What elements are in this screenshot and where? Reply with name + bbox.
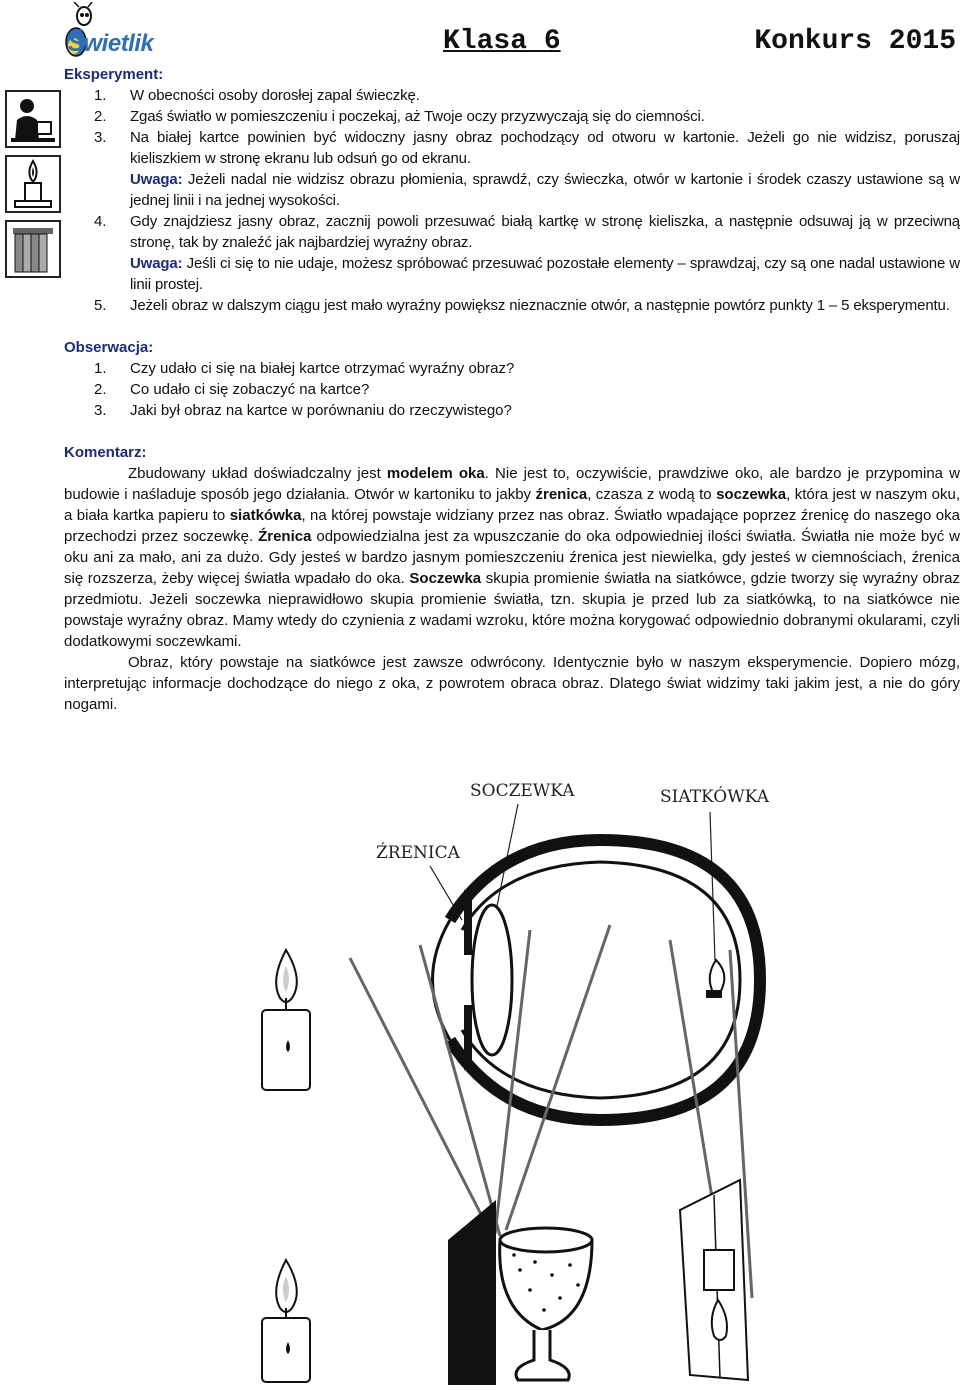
comment-paragraph: Obraz, który powstaje na siatkówce jest zawsze odwrócony. Identycznie było w naszym eksperymencie. Dopiero mózg, interpretując informacje dochodzące do niego z oka, z powrotem obraca obraz. Dlatego świat widzimy taki jakim jest, a nie do góry nogami. [64,654,960,713]
label-zrenica: ŹRENICA [376,843,460,863]
list-item: 5. Jeżeli obraz w dalszym ciągu jest mało wyraźny powiększ nieznacznie otwór, a następnie powtórz punkty 1 – 5 eksperymentu. [94,297,950,314]
page-header [0,0,960,66]
note-label: Uwaga: [130,171,183,188]
label-soczewka: SOCZEWKA [470,781,575,801]
contest-title: Konkurs 2015 [754,26,956,57]
bold-term: siatkówka [229,507,302,524]
pointer-line [710,812,715,960]
text-run: odpowiedzialna jest za wpuszczanie do oka odpowiedniej ilości światła. Światła nie może być w oku ani za mało, ani za dużo. Gdy jesteś w bardzo jasnym pomieszczeniu źrenica jest niewielka, gdy jesteś w ciemnościach, źrenica się rozszerza, żeby więcej światła wpadało do oka. [64,528,960,587]
bold-term: soczewka [716,486,787,503]
text-run: skupia promienie światła na siatkówce, gdzie tworzy się wyraźny obraz przedmiotu. Jeżeli soczewka nieprawidłowo skupia promienie światła, tzn. skupia je przed lub za siatkówką, to na siatkówce nie powstaje wyraźny obraz. Mamy wtedy do czynienia z wadami wzroku, które można korygować odpowiednio dobranymi okularami, czyli dodatkowymi soczewkami. [64,570,960,650]
class-title: Klasa 6 [443,26,561,57]
observation-title: Obserwacja: [64,339,154,356]
observation-list [64,358,960,421]
label-siatkowka: SIATKÓWKA [660,787,769,807]
candle-bottom [262,1260,310,1382]
list-item: 2. Zgaś światło w pomieszczeniu i poczekaj, aż Twoje oczy przyzwyczają się do ciemności. [94,108,705,125]
list-item: 3. Na białej kartce powinien być widoczny jasny obraz pochodzący od otworu w kartonie. Jeżeli go nie widzisz, poruszaj kieliszkiem w stronę ekranu lub odsuń go od ekranu. Uwaga: Jeżeli nadal nie widzisz obrazu płomienia, sprawdź, czy świeczka, otwór w kartonie i środek czaszy ustawione są w jednej linii i na jednej wysokości. [94,129,960,209]
list-item: 4. Gdy znajdziesz jasny obraz, zacznij powoli przesuwać białą kartkę w stronę kieliszka, a następnie odsuwaj ją w przeciwną stronę, tak by znaleźć jak najbardziej wyraźny obraz. Uwaga: Jeśli ci się to nie udaje, możesz spróbować przesuwać pozostałe elementy – sprawdzaj, czy są one nadal ustawione w linii prostej. [94,213,960,293]
cardboard-screen [448,1200,496,1385]
curtain-icon [5,220,61,278]
text-run: Zbudowany układ doświadczalny jest [128,465,387,482]
list-item: 1. Czy udało ci się na białej kartce otrzymać wyraźny obraz? [94,360,515,377]
text-run: . Nie jest to, oczywiście, prawdziwe oko, ale bardzo je przypomina w budowie i naśladuje sposób jego działania. Otwór w kartoniku to jakby [64,465,960,503]
eye-model-diagram [200,770,820,1385]
eyeball [433,840,761,1120]
bold-term: modelem oka [386,465,485,482]
experiment-list [64,85,960,316]
white-screen [680,1180,748,1380]
candle-top [262,950,310,1090]
text-run: , która jest w naszym oku, a biała kartka papieru to [64,486,960,524]
experiment-title: Eksperyment: [64,66,164,83]
logo-text: Świetlik [68,30,154,57]
bold-term: Źrenica [258,528,312,545]
bold-term: Soczewka [409,570,482,587]
comment-paragraph [64,463,960,652]
person-reading-icon [5,90,61,148]
comment-section [64,442,960,715]
list-item: 1. W obecności osoby dorosłej zapal świeczkę. [94,87,420,104]
text-run: , czasza z wodą to [587,486,717,503]
bold-term: źrenica [535,486,588,503]
note-label: Uwaga: [130,255,183,272]
text-run: , na której powstaje widziany przez nas obraz. Światło wpadające poprzez źrenicę do naszego oka przechodzi przez soczewkę. [64,507,960,545]
main-content [64,64,960,715]
wine-glass [500,1228,592,1380]
list-item: 3. Jaki był obraz na kartce w porównaniu do rzeczywistego? [94,402,512,419]
list-item: 2. Co udało ci się zobaczyć na kartce? [94,381,370,398]
candle-icon [5,155,61,213]
comment-title: Komentarz: [64,444,147,461]
